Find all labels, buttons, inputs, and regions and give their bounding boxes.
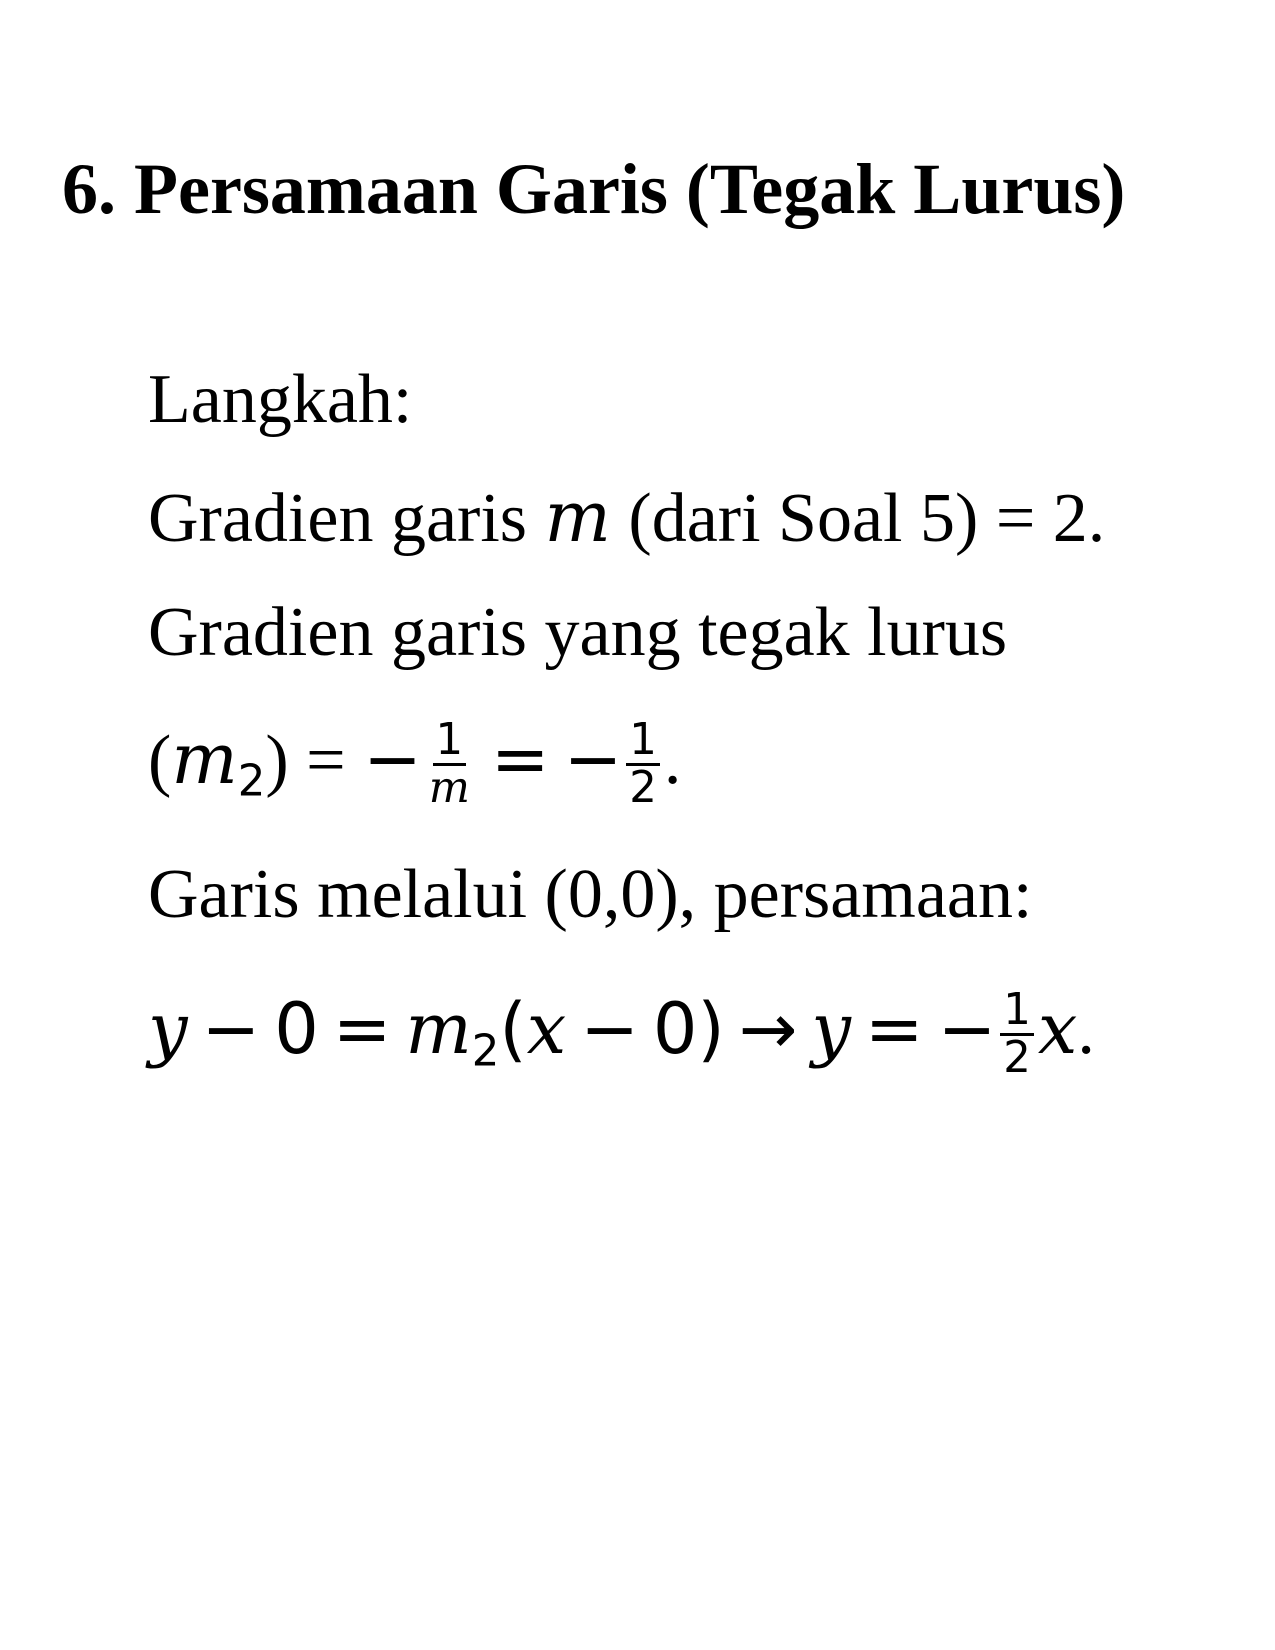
paren-close: ) [697,988,725,1071]
fraction-numerator: 1 [626,718,660,767]
m2-formula [148,714,682,814]
paren-close: ) [265,722,289,800]
minus-sign: − [937,988,997,1071]
var-m: m [544,476,611,558]
arrow-right-icon: → [738,988,798,1071]
equals-sign: = [490,718,550,801]
gradient-line [148,476,1106,558]
minus-sign: − [580,988,639,1071]
var-y: y [148,988,188,1071]
fraction-numerator: 1 [433,718,467,767]
period: . [1077,992,1095,1070]
minus-sign: − [363,718,422,801]
step-label: Langkah: [148,361,413,438]
gradient-prefix: Gradien garis [148,480,545,557]
minus-sign: − [201,988,261,1071]
var-x: x [526,988,567,1071]
var-m: m [171,718,238,801]
line-equation [148,984,1095,1084]
fraction-denominator: 2 [1003,1033,1031,1084]
var-y: y [811,988,851,1071]
equals-sign: = [288,722,364,800]
paren-open: ( [499,988,527,1071]
fraction-one-over-m [426,714,473,814]
subscript-2: 2 [237,756,266,807]
fraction-denominator: m [428,763,470,814]
paren-open: ( [148,722,172,800]
fraction-one-half [626,714,660,814]
subscript-2: 2 [471,1026,500,1077]
through-origin-text: Garis melalui (0,0), persamaan: [148,856,1033,933]
fraction-numerator: 1 [1000,988,1034,1037]
perpendicular-line-text: Gradien garis yang tegak lurus [148,594,1008,671]
equals-sign: = [332,988,392,1071]
var-x: x [1037,988,1078,1071]
zero: 0 [274,988,319,1071]
fraction-one-half [1000,984,1034,1084]
zero: 0 [652,988,698,1071]
minus-sign: − [563,718,623,801]
period: . [663,722,682,800]
var-m: m [405,988,472,1071]
equals-sign: = [864,988,924,1071]
gradient-suffix: (dari Soal 5) = 2. [610,480,1106,557]
section-title: 6. Persamaan Garis (Tegak Lurus) [62,149,1126,229]
fraction-denominator: 2 [629,763,657,814]
